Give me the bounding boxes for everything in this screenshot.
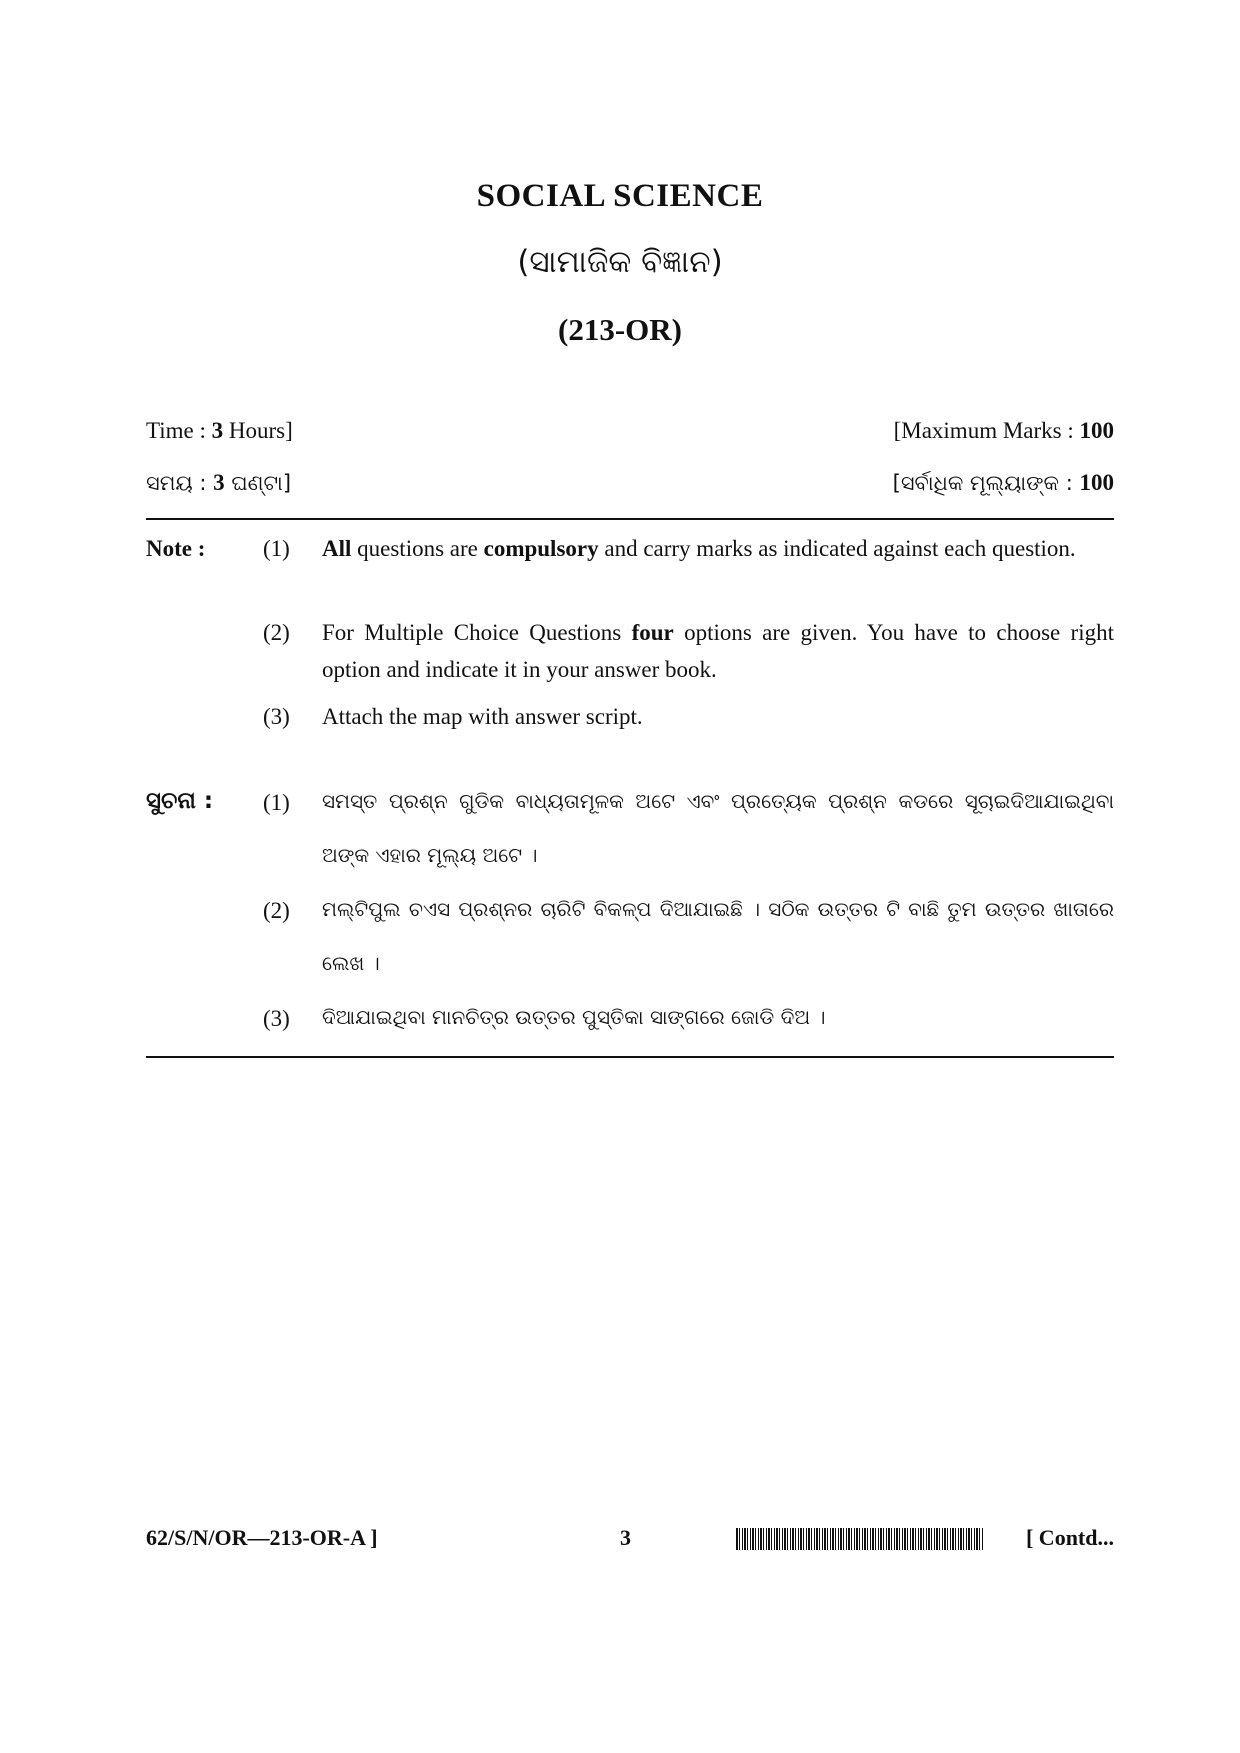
barcode <box>736 1528 984 1550</box>
note-number: (2) <box>263 620 290 645</box>
divider-bottom <box>146 1056 1114 1058</box>
subject-code: (213-OR) <box>558 312 682 347</box>
suchana-number: (2) <box>263 898 290 923</box>
suchana-label: ସୁଚନା : <box>146 788 214 814</box>
note-number: (1) <box>263 536 290 561</box>
time-info: Time : 3 Hours] <box>146 418 293 443</box>
note-number: (3) <box>263 704 290 729</box>
max-marks-info: [Maximum Marks : 100 <box>893 418 1114 443</box>
suchana-item-2: ମଲ୍ଟିପୁଲ ଚଏସ ପ୍ରଶ୍ନର ଚାରିଟି ବିକଳ୍ପ ଦିଆଯାଇଛି । ସଠିକ ଉତ୍ତର ଟି ବାଛି ତୁମ ଉତ୍ତର ଖାତାରେ ଲେଖ । <box>322 897 1114 975</box>
max-marks-info-odia: [ସର୍ବାଧିକ ମୂଲ୍ୟାଙ୍କ : 100 <box>892 470 1114 495</box>
page-number: 3 <box>620 1525 631 1550</box>
paper-code: 62/S/N/OR—213-OR-A ] <box>146 1525 378 1550</box>
suchana-item-1: ସମସ୍ତ ପ୍ରଶ୍ନ ଗୁଡିକ ବାଧ୍ୟତାମୂଳକ ଅଟେ ଏବଂ ପ୍ରତ୍ୟେକ ପ୍ରଶ୍ନ କଡରେ ସୂଚାଇଦିଆଯାଇଥିବା ଅଙ୍କ ଏହାର ମୂଲ୍ୟ ଅଟେ । <box>322 789 1114 867</box>
divider-top <box>146 518 1114 520</box>
note-item-2: For Multiple Choice Questions four options are given. You have to choose right option and indicate it in your answer book. <box>322 620 1114 682</box>
time-info-odia: ସମୟ : 3 ଘଣ୍ଟା] <box>146 470 292 495</box>
note-item-3: Attach the map with answer script. <box>322 704 643 729</box>
continued-label: [ Contd... <box>1025 1525 1114 1550</box>
note-label: Note : <box>146 536 206 561</box>
suchana-item-3: ଦିଆଯାଇଥିବା ମାନଚିତ୍ର ଉତ୍ତର ପୁସ୍ତିକା ସାଙ୍ଗରେ ଜୋଡି ଦିଅ । <box>322 1005 826 1029</box>
suchana-number: (1) <box>263 790 290 815</box>
page-footer <box>146 1525 1114 1559</box>
note-item-1: All questions are compulsory and carry marks as indicated against each question. <box>322 536 1076 561</box>
subject-title-odia: (ସାମାଜିକ ବିଜ୍ଞାନ) <box>517 244 723 280</box>
subject-title: SOCIAL SCIENCE <box>476 178 764 214</box>
suchana-number: (3) <box>263 1006 290 1031</box>
